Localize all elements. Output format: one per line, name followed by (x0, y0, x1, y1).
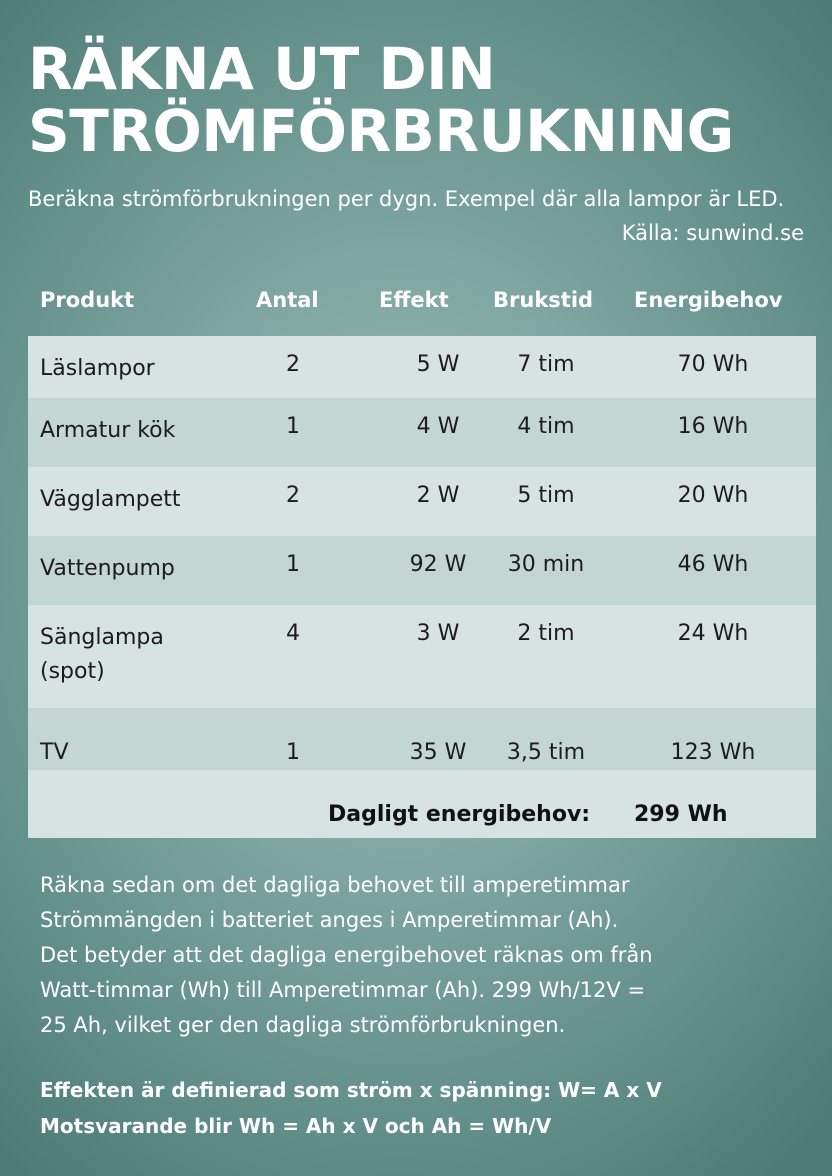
cell-brukstid: 5 tim (517, 483, 575, 508)
cell-antal: 4 (286, 621, 300, 646)
subtitle: Beräkna strömförbrukningen per dygn. Exempel där alla lampor är LED. (28, 187, 785, 211)
title-line-1: RÄKNA UT DIN (28, 35, 496, 103)
formula-line-1: Effekten är definierad som ström x spänning: W= A x V (40, 1078, 662, 1102)
cell-energibehov: 16 Wh (677, 414, 749, 439)
cell-effekt: 3 W (416, 621, 460, 646)
cell-product: Armatur kök (40, 418, 176, 443)
cell-product: Läslampor (40, 356, 155, 381)
cell-product: Sänglampa (spot) (40, 625, 164, 684)
table-row (28, 708, 816, 770)
formula-text (40, 1072, 810, 1144)
cell-product: Vattenpump (40, 556, 175, 581)
cell-effekt: 5 W (416, 352, 460, 377)
cell-energibehov: 46 Wh (677, 552, 749, 577)
cell-antal: 1 (286, 740, 300, 765)
cell-effekt: 4 W (416, 414, 460, 439)
header-energibehov: Energibehov (634, 288, 783, 312)
table-row (28, 336, 816, 398)
cell-brukstid: 3,5 tim (506, 740, 586, 765)
cell-antal: 2 (286, 352, 300, 377)
explanation-line-5: 25 Ah, vilket ger den dagliga strömförbrukningen. (40, 1013, 566, 1037)
header-produkt: Produkt (40, 288, 135, 312)
header-brukstid: Brukstid (493, 288, 594, 312)
explanation-text (40, 868, 800, 1043)
total-label: Dagligt energibehov: (328, 802, 591, 827)
cell-energibehov: 20 Wh (677, 483, 749, 508)
cell-effekt: 35 W (409, 740, 467, 765)
header-effekt: Effekt (379, 288, 449, 312)
table-row (28, 605, 816, 708)
table-header (28, 280, 816, 324)
cell-effekt: 2 W (416, 483, 460, 508)
explanation-line-3: Det betyder att det dagliga energibehovet räknas om från (40, 943, 653, 967)
cell-product: Vägglampett (40, 487, 181, 512)
cell-antal: 1 (286, 552, 300, 577)
cell-energibehov: 24 Wh (677, 621, 749, 646)
cell-brukstid: 4 tim (517, 414, 575, 439)
header-antal: Antal (256, 288, 319, 312)
cell-energibehov: 70 Wh (677, 352, 749, 377)
cell-effekt: 92 W (409, 552, 467, 577)
source-credit: Källa: sunwind.se (621, 221, 804, 245)
table-row (28, 467, 816, 536)
table-row (28, 398, 816, 467)
cell-antal: 2 (286, 483, 300, 508)
explanation-line-2: Strömmängden i batteriet anges i Amperetimmar (Ah). (40, 908, 619, 932)
cell-brukstid: 7 tim (517, 352, 575, 377)
total-row (28, 770, 816, 838)
cell-product: TV (40, 740, 69, 765)
cell-antal: 1 (286, 414, 300, 439)
page-title (28, 35, 818, 165)
total-value: 299 Wh (634, 802, 728, 827)
explanation-line-1: Räkna sedan om det dagliga behovet till amperetimmar (40, 873, 630, 897)
formula-line-2: Motsvarande blir Wh = Ah x V och Ah = Wh/V (40, 1114, 552, 1138)
table-row (28, 536, 816, 605)
cell-brukstid: 2 tim (517, 621, 575, 646)
cell-brukstid: 30 min (507, 552, 585, 577)
energy-table (28, 336, 816, 770)
cell-energibehov: 123 Wh (670, 740, 756, 765)
title-line-2: STRÖMFÖRBRUKNING (28, 97, 734, 165)
explanation-line-4: Watt-timmar (Wh) till Amperetimmar (Ah). 299 Wh/12V = (40, 978, 646, 1002)
